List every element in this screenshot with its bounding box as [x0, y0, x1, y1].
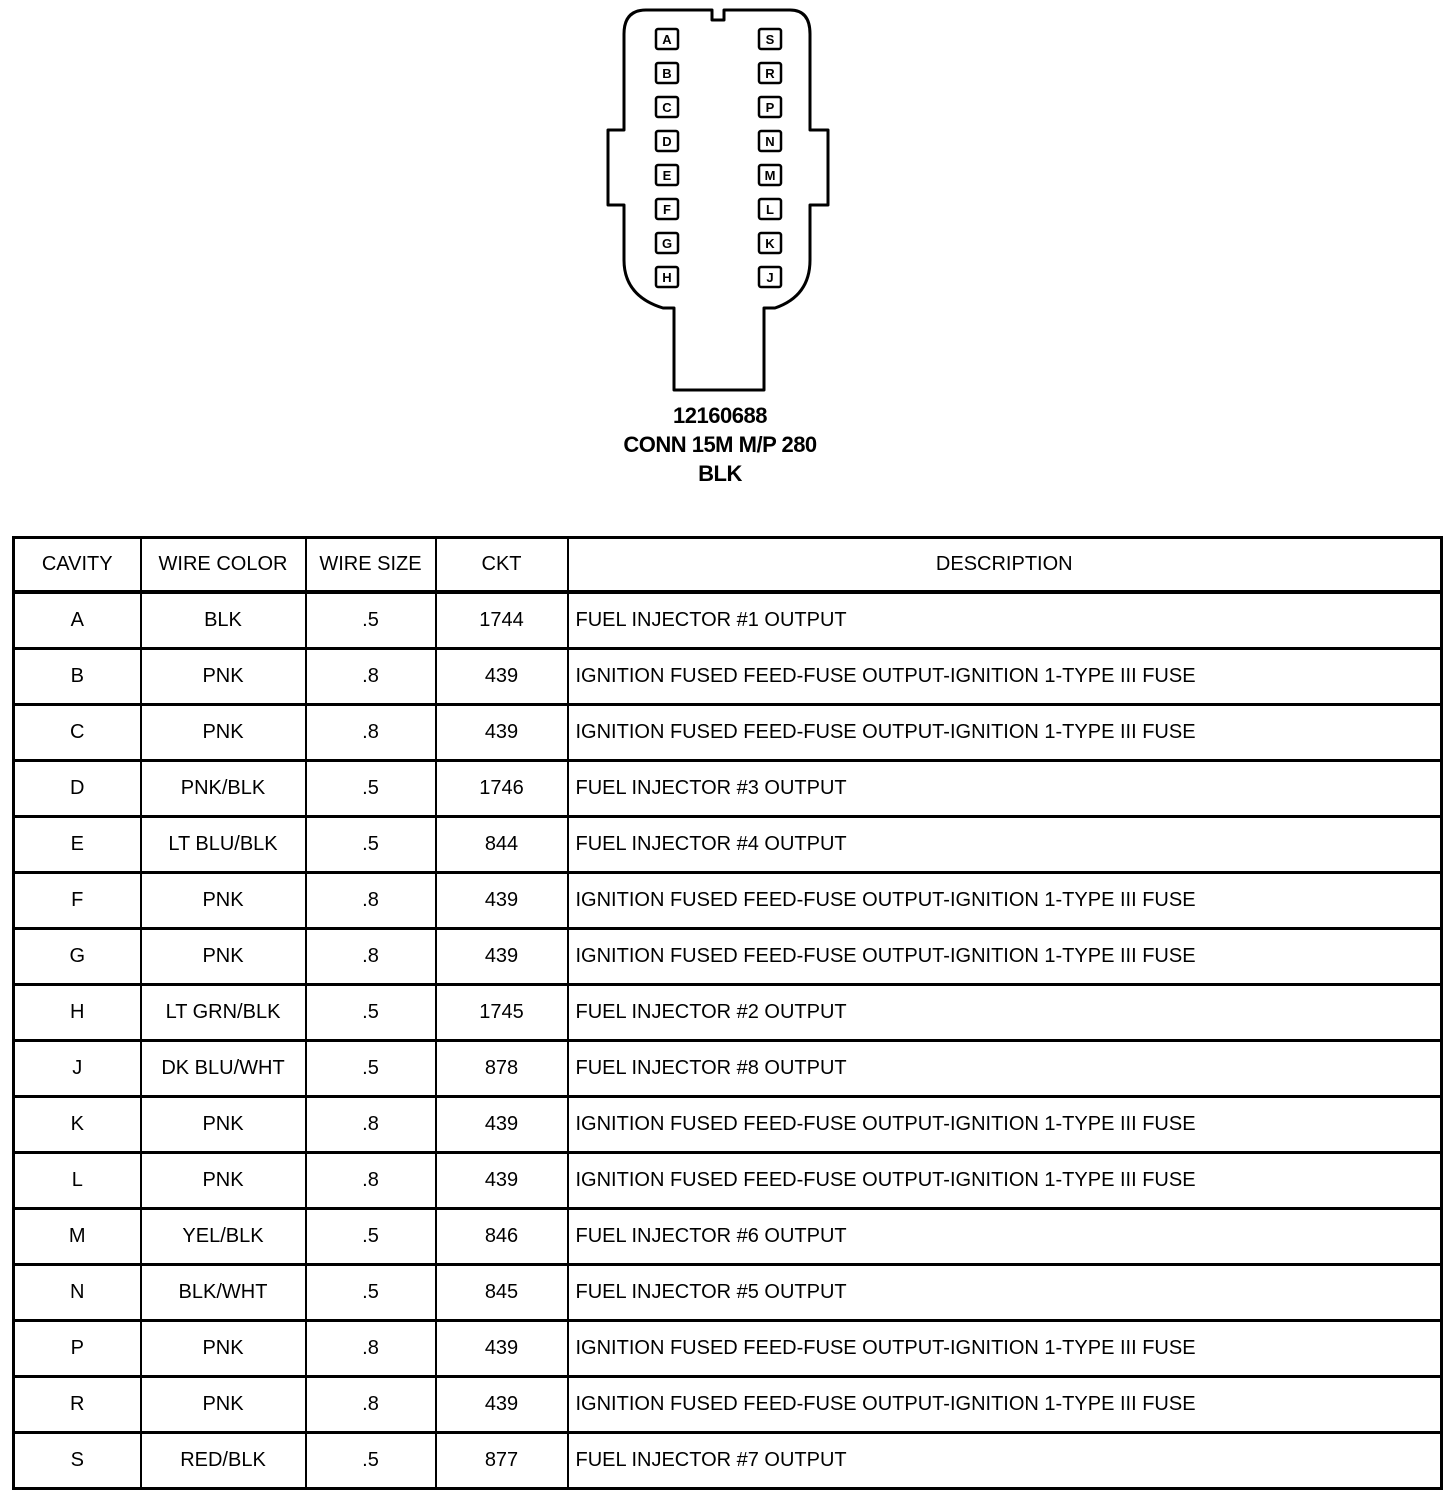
cavity-label: L [766, 202, 774, 217]
cell-description: FUEL INJECTOR #4 OUTPUT [568, 817, 1442, 873]
cell-cavity: G [14, 929, 141, 985]
header-ckt: CKT [436, 538, 568, 593]
cell-cavity: E [14, 817, 141, 873]
cell-description: IGNITION FUSED FEED-FUSE OUTPUT-IGNITION 1-TYPE III FUSE [568, 1321, 1442, 1377]
cell-wire-size: .8 [306, 1377, 436, 1433]
cell-wire-color: LT GRN/BLK [141, 985, 306, 1041]
cell-description: IGNITION FUSED FEED-FUSE OUTPUT-IGNITION 1-TYPE III FUSE [568, 649, 1442, 705]
cell-wire-color: DK BLU/WHT [141, 1041, 306, 1097]
cell-ckt: 439 [436, 1377, 568, 1433]
cell-ckt: 846 [436, 1209, 568, 1265]
cell-wire-color: PNK [141, 649, 306, 705]
cavity-label: M [764, 168, 776, 183]
cell-wire-size: .5 [306, 1433, 436, 1489]
cell-cavity: L [14, 1153, 141, 1209]
cavity-label: H [662, 270, 672, 285]
header-description: DESCRIPTION [568, 538, 1442, 593]
cell-ckt: 845 [436, 1265, 568, 1321]
table-row [14, 761, 1442, 817]
cell-wire-size: .8 [306, 1097, 436, 1153]
table-row [14, 1153, 1442, 1209]
table-row [14, 1265, 1442, 1321]
table-header-row [14, 538, 1442, 593]
table-row [14, 1321, 1442, 1377]
cell-wire-color: PNK [141, 1097, 306, 1153]
cell-wire-size: .5 [306, 817, 436, 873]
cell-cavity: S [14, 1433, 141, 1489]
cell-wire-color: LT BLU/BLK [141, 817, 306, 873]
cell-wire-color: PNK [141, 1153, 306, 1209]
cell-description: FUEL INJECTOR #6 OUTPUT [568, 1209, 1442, 1265]
cell-wire-color: PNK [141, 705, 306, 761]
cell-wire-size: .5 [306, 1041, 436, 1097]
cell-description: IGNITION FUSED FEED-FUSE OUTPUT-IGNITION 1-TYPE III FUSE [568, 705, 1442, 761]
cell-wire-size: .5 [306, 985, 436, 1041]
cavity-column-right [759, 29, 781, 287]
cell-description: IGNITION FUSED FEED-FUSE OUTPUT-IGNITION 1-TYPE III FUSE [568, 873, 1442, 929]
cavity-label: R [765, 66, 775, 81]
cell-wire-color: BLK/WHT [141, 1265, 306, 1321]
cell-ckt: 439 [436, 873, 568, 929]
cell-cavity: R [14, 1377, 141, 1433]
table-row [14, 705, 1442, 761]
cell-wire-size: .8 [306, 929, 436, 985]
cell-description: FUEL INJECTOR #8 OUTPUT [568, 1041, 1442, 1097]
connector-outline [608, 10, 828, 390]
cell-cavity: J [14, 1041, 141, 1097]
cell-wire-color: PNK [141, 1321, 306, 1377]
cell-ckt: 439 [436, 705, 568, 761]
cell-description: FUEL INJECTOR #2 OUTPUT [568, 985, 1442, 1041]
cavity-label: F [663, 202, 671, 217]
cell-wire-size: .5 [306, 592, 436, 649]
cell-description: FUEL INJECTOR #3 OUTPUT [568, 761, 1442, 817]
cell-description: IGNITION FUSED FEED-FUSE OUTPUT-IGNITION 1-TYPE III FUSE [568, 929, 1442, 985]
cell-cavity: F [14, 873, 141, 929]
connector-face-diagram [600, 0, 840, 400]
cell-wire-size: .5 [306, 1209, 436, 1265]
cell-wire-color: PNK [141, 929, 306, 985]
cavity-label: K [765, 236, 775, 251]
cell-description: IGNITION FUSED FEED-FUSE OUTPUT-IGNITION 1-TYPE III FUSE [568, 1097, 1442, 1153]
cell-wire-color: RED/BLK [141, 1433, 306, 1489]
cell-cavity: B [14, 649, 141, 705]
pinout-table-wrapper [12, 536, 1443, 1490]
cavity-column-left [656, 29, 678, 287]
cell-ckt: 439 [436, 929, 568, 985]
cell-wire-size: .5 [306, 761, 436, 817]
cell-cavity: A [14, 592, 141, 649]
cell-description: FUEL INJECTOR #1 OUTPUT [568, 592, 1442, 649]
cell-ckt: 1746 [436, 761, 568, 817]
cell-ckt: 439 [436, 1153, 568, 1209]
cell-description: FUEL INJECTOR #7 OUTPUT [568, 1433, 1442, 1489]
pinout-table [12, 536, 1443, 1490]
table-row [14, 873, 1442, 929]
cell-cavity: C [14, 705, 141, 761]
cell-cavity: M [14, 1209, 141, 1265]
cell-wire-color: BLK [141, 592, 306, 649]
cavity-label: S [765, 32, 775, 47]
table-row [14, 649, 1442, 705]
cell-wire-color: PNK [141, 873, 306, 929]
table-row [14, 592, 1442, 649]
table-body [14, 592, 1442, 1489]
cell-ckt: 1744 [436, 592, 568, 649]
table-row [14, 929, 1442, 985]
header-cavity: CAVITY [14, 538, 141, 593]
cell-ckt: 1745 [436, 985, 568, 1041]
cavity-label: J [766, 270, 774, 285]
connector-color: BLK [698, 461, 742, 486]
cell-ckt: 877 [436, 1433, 568, 1489]
cavity-label: G [661, 236, 673, 251]
table-row [14, 1041, 1442, 1097]
cell-description: IGNITION FUSED FEED-FUSE OUTPUT-IGNITION 1-TYPE III FUSE [568, 1377, 1442, 1433]
cell-description: FUEL INJECTOR #5 OUTPUT [568, 1265, 1442, 1321]
cell-wire-size: .5 [306, 1265, 436, 1321]
cell-ckt: 878 [436, 1041, 568, 1097]
cell-wire-size: .8 [306, 873, 436, 929]
cell-description: IGNITION FUSED FEED-FUSE OUTPUT-IGNITION 1-TYPE III FUSE [568, 1153, 1442, 1209]
cavity-label: A [662, 32, 672, 47]
cell-cavity: D [14, 761, 141, 817]
cell-cavity: K [14, 1097, 141, 1153]
cell-ckt: 844 [436, 817, 568, 873]
table-row [14, 1433, 1442, 1489]
cell-wire-size: .8 [306, 1321, 436, 1377]
cell-wire-size: .8 [306, 649, 436, 705]
cell-wire-color: PNK [141, 1377, 306, 1433]
header-wire-color: WIRE COLOR [141, 538, 306, 593]
cell-ckt: 439 [436, 649, 568, 705]
cell-cavity: P [14, 1321, 141, 1377]
table-row [14, 1209, 1442, 1265]
cell-wire-size: .8 [306, 705, 436, 761]
table-row [14, 817, 1442, 873]
cell-cavity: N [14, 1265, 141, 1321]
cell-cavity: H [14, 985, 141, 1041]
table-row [14, 1097, 1442, 1153]
connector-name: CONN 15M M/P 280 [623, 432, 817, 457]
table-row [14, 1377, 1442, 1433]
table-row [14, 985, 1442, 1041]
cell-ckt: 439 [436, 1321, 568, 1377]
cavity-label: P [765, 100, 775, 115]
cell-wire-size: .8 [306, 1153, 436, 1209]
cell-wire-color: YEL/BLK [141, 1209, 306, 1265]
cavity-label: B [662, 66, 672, 81]
cavity-label: D [662, 134, 672, 149]
cell-ckt: 439 [436, 1097, 568, 1153]
header-wire-size: WIRE SIZE [306, 538, 436, 593]
cavity-label: C [662, 100, 672, 115]
cavity-label: N [765, 134, 775, 149]
connector-part-number: 12160688 [673, 403, 767, 428]
cell-wire-color: PNK/BLK [141, 761, 306, 817]
cavity-label: E [662, 168, 672, 183]
